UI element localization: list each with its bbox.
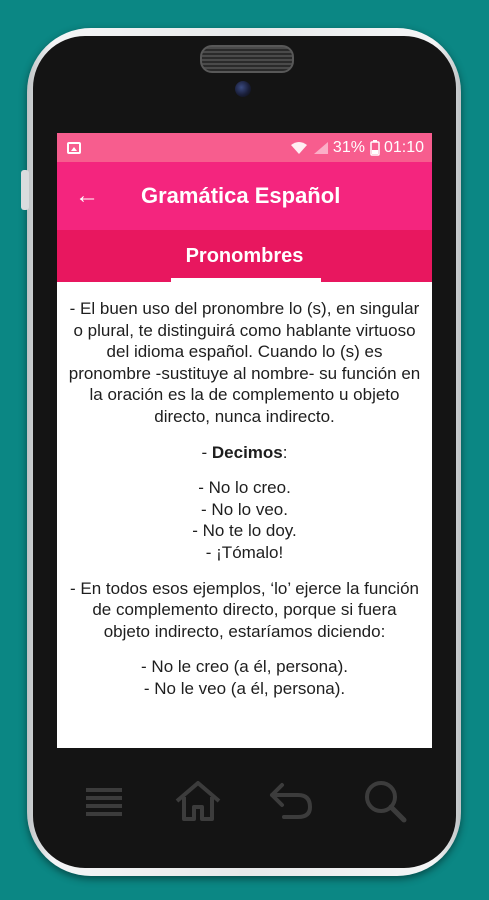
examples-list [67, 477, 422, 563]
menu-icon[interactable] [76, 773, 132, 829]
signal-icon [313, 141, 329, 155]
back-icon[interactable] [263, 773, 319, 829]
list-item: - No lo creo. [198, 478, 291, 498]
front-camera [235, 81, 251, 97]
battery-icon [370, 140, 380, 156]
tab-bar [57, 230, 432, 282]
back-arrow-icon[interactable]: ← [75, 182, 99, 209]
battery-percent: 31% [332, 138, 365, 156]
status-bar [57, 133, 432, 162]
home-icon[interactable] [170, 773, 226, 829]
screen [57, 133, 432, 748]
status-time: 01:10 [383, 138, 424, 156]
side-button [21, 170, 29, 210]
search-icon[interactable] [357, 773, 413, 829]
decimos-prefix: - [201, 442, 212, 462]
tab-indicator [171, 278, 321, 282]
tab-pronombres[interactable]: Pronombres [185, 244, 304, 267]
decimos-heading [67, 442, 422, 464]
list-item: - No le veo (a él, persona). [143, 678, 346, 698]
decimos-label: Decimos [211, 442, 283, 462]
list-item: - No te lo doy. [192, 521, 297, 541]
explanation-paragraph: - En todos esos ejemplos, ‘lo’ ejerce la función de complemento directo, porque si fuera objeto indirecto, estaríamos diciendo: [70, 578, 419, 641]
image-icon [67, 142, 81, 154]
examples-list-2 [67, 656, 422, 699]
list-item: - No lo veo. [201, 499, 288, 519]
list-item: - ¡Tómalo! [205, 542, 284, 562]
article-content [57, 282, 432, 700]
decimos-suffix: : [282, 442, 288, 462]
list-item: - No le creo (a él, persona). [141, 657, 348, 677]
app-bar [57, 162, 432, 230]
earpiece-speaker [200, 45, 294, 73]
nav-bar [57, 748, 432, 853]
app-title: Gramática Español [141, 183, 341, 208]
wifi-icon [290, 141, 308, 155]
intro-paragraph: - El buen uso del pronombre lo (s), en singular o plural, te distinguirá como hablante virtuoso del idioma español. Cuando lo (s) es pronombre -sustituye al nombre- su función en la oración es la de complemento u objeto directo, nunca indirecto. [68, 299, 421, 426]
